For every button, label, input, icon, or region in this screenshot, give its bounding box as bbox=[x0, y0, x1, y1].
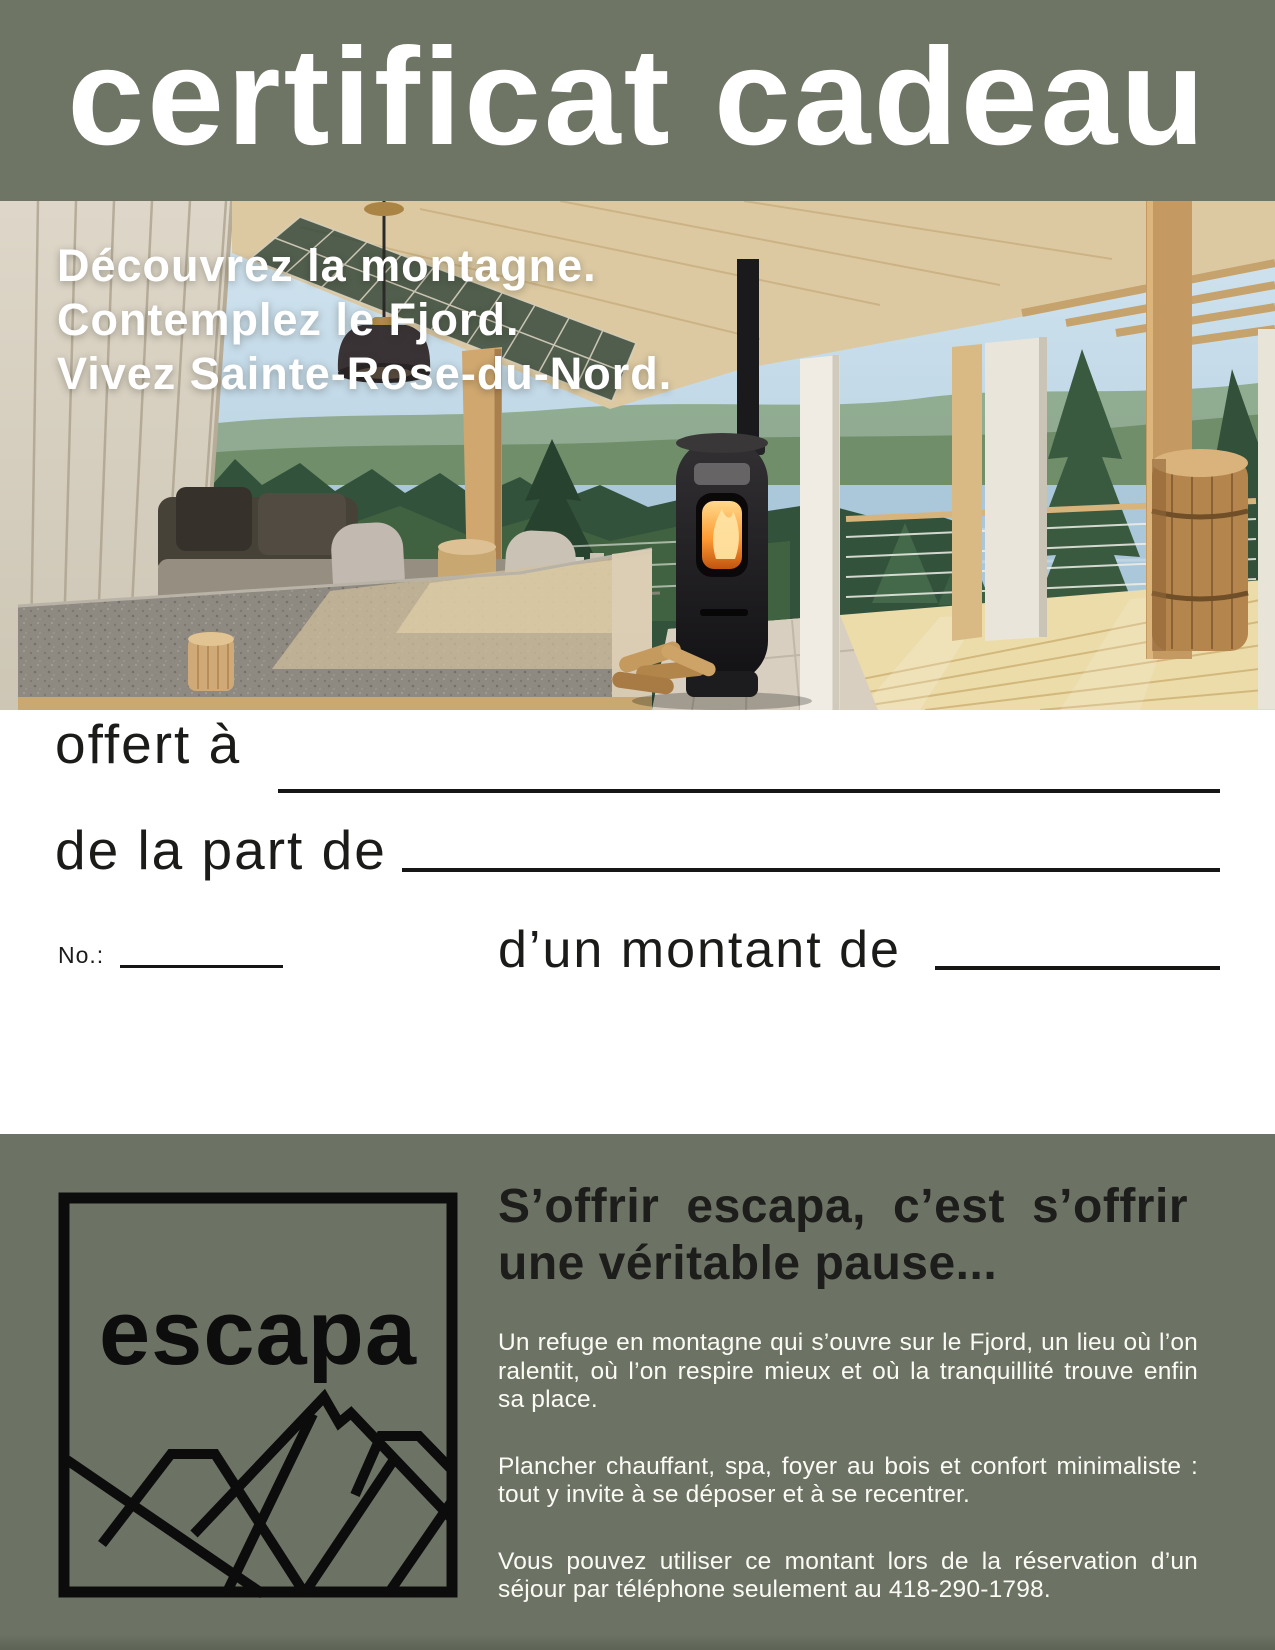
footer-paragraph-3: Vous pouvez utiliser ce montant lors de la réservation d’un séjour par téléphone seulement au 418-290-1798. bbox=[498, 1547, 1198, 1603]
hero-line-2: Contemplez le Fjord. bbox=[57, 294, 520, 345]
hero-line-3: Vivez Sainte-Rose-du-Nord. bbox=[57, 348, 673, 399]
footer-heading bbox=[498, 1178, 1188, 1292]
white-beam bbox=[985, 337, 1047, 641]
footer-band bbox=[0, 1134, 1275, 1650]
escapa-logo bbox=[58, 1192, 458, 1598]
certificate-form bbox=[0, 710, 1275, 1133]
hero-line-1: Découvrez la montagne. bbox=[57, 240, 597, 291]
wooden-canister bbox=[188, 632, 234, 691]
hero-tagline bbox=[57, 239, 672, 401]
footer-heading-line-1: S’offrir escapa, c’est s’offrir bbox=[498, 1180, 1188, 1233]
footer-description bbox=[498, 1329, 1198, 1643]
amount-field[interactable] bbox=[935, 966, 1220, 970]
footer-paragraph-1: Un refuge en montagne qui s’ouvre sur le Fjord, un lieu où l’on ralentit, où l’on respire mieux et où la tranquillité trouve enfin sa place. bbox=[498, 1329, 1198, 1413]
certificate-title: certificat cadeau bbox=[67, 20, 1208, 174]
amount-label: d’un montant de bbox=[498, 921, 901, 979]
right-frame-strip bbox=[1258, 329, 1275, 709]
cabin-photo bbox=[0, 201, 1275, 710]
header-band bbox=[0, 0, 1275, 201]
logo-wordmark: escapa bbox=[98, 1282, 418, 1384]
wood-post bbox=[952, 344, 982, 641]
offered-to-field[interactable] bbox=[278, 789, 1220, 793]
footer-paragraph-2: Plancher chauffant, spa, foyer au bois et confort minimaliste : tout y invite à se déposer et à se recentrer. bbox=[498, 1452, 1198, 1508]
number-label: No.: bbox=[58, 942, 105, 968]
stove-pipe bbox=[737, 259, 759, 451]
offered-to-label: offert à bbox=[55, 713, 242, 775]
footer-heading-line-2: une véritable pause... bbox=[498, 1237, 998, 1290]
number-field[interactable] bbox=[120, 965, 283, 968]
from-field[interactable] bbox=[402, 868, 1220, 872]
mountains-icon bbox=[67, 1397, 452, 1594]
from-label: de la part de bbox=[55, 819, 387, 881]
barrel-tub bbox=[1152, 449, 1248, 651]
